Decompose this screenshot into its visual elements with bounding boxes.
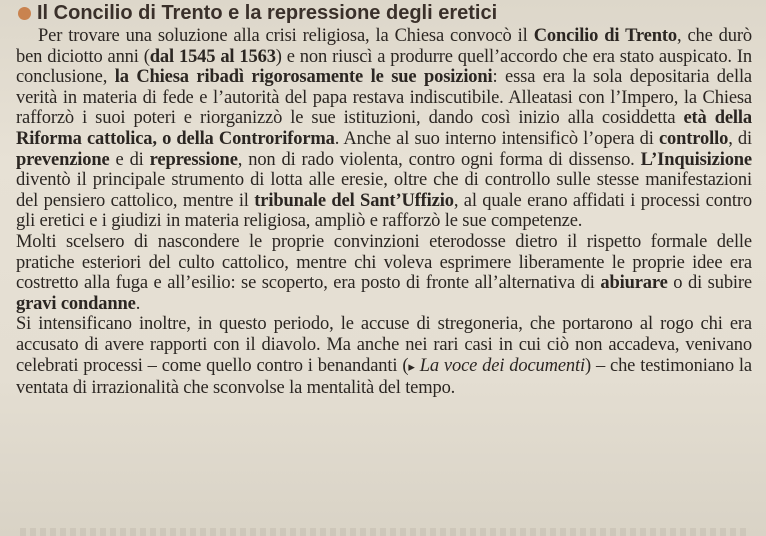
- text-run: , che durò ben diciotto anni (: [16, 26, 752, 67]
- bold-term: tribunale del Sant’Uffizio: [254, 190, 454, 211]
- bold-term: prevenzione: [16, 149, 110, 170]
- text-run: , al quale erano affidati i processi contro gli eretici e i giudizi in materia religiosa, ampliò e rafforzò le sue competenze.: [16, 190, 752, 232]
- section-title: Il Concilio di Trento e la repressione degli eretici: [37, 2, 498, 24]
- text-run: ) – che testimoniano la ventata di irrazionalità che sconvolse la mentalità del tempo.: [16, 355, 752, 399]
- paragraph: [16, 232, 752, 314]
- bold-term: abiurare: [600, 273, 668, 294]
- text-run: . Anche al suo interno intensificò l’opera di: [334, 128, 659, 149]
- text-run: e di: [109, 149, 150, 170]
- bold-term: Concilio di Trento: [533, 26, 677, 46]
- paragraph: [16, 314, 752, 398]
- paragraph: [16, 26, 752, 232]
- reference-title: La voce dei documenti: [414, 355, 585, 376]
- text-run: Per trovare una soluzione alla crisi religiosa, la Chiesa convocò il: [38, 26, 534, 46]
- text-run: , di: [728, 128, 753, 149]
- text-run: .: [135, 293, 141, 314]
- section-heading: [16, 0, 752, 26]
- text-run: ) e non riuscì a produrre quell’accordo che era stato auspicato. In conclusione,: [16, 46, 752, 88]
- text-run: , non di rado violenta, contro ogni forma di dissenso.: [237, 149, 641, 170]
- bold-term: controllo: [659, 128, 729, 149]
- bold-term: dal 1545 al 1563: [149, 46, 276, 67]
- bullet-dot-icon: [18, 7, 31, 20]
- body-text: [16, 26, 752, 399]
- bold-term: L’Inquisizione: [640, 149, 752, 170]
- bleed-through-text: [20, 528, 746, 536]
- text-run: Si intensificano inoltre, in questo periodo, le accuse di stregoneria, che portarono al rogo chi era accusato di avere rapporti con il diavolo. Ma anche nei rari casi in cui ciò non accadeva, venivano celebrati processi – come quello contro i benandanti (: [16, 314, 752, 376]
- bold-term: età della Riforma cattolica, o della Controriforma: [16, 108, 752, 149]
- bold-term: gravi condanne: [16, 293, 136, 314]
- text-run: : essa era la sola depositaria della verità in materia di fede e l’autorità del papa restava indiscutibile. Alleatasi con l’Impero, la Chiesa rafforzò i suoi poteri e riorganizzò le sue istituzioni, dando così inizio alla cosiddetta: [16, 67, 752, 129]
- triangle-arrow-icon: ▸: [408, 359, 415, 375]
- text-run: o di subire: [667, 273, 752, 294]
- bold-term: la Chiesa ribadì rigorosamente le sue posizioni: [114, 67, 493, 88]
- bold-term: repressione: [149, 149, 238, 170]
- text-run: Molti scelsero di nascondere le proprie convinzioni eterodosse dietro il rispetto formale delle pratiche esteriori del culto cattolico, mentre chi voleva esprimere liberamente le proprie idee era costretto alla fuga e all’esilio: se scoperto, era posto di fronte all’alternativa di: [16, 231, 752, 294]
- text-run: diventò il principale strumento di lotta alle eresie, oltre che di controllo sulle stesse manifestazioni del pensiero cattolico, mentre il: [16, 170, 752, 211]
